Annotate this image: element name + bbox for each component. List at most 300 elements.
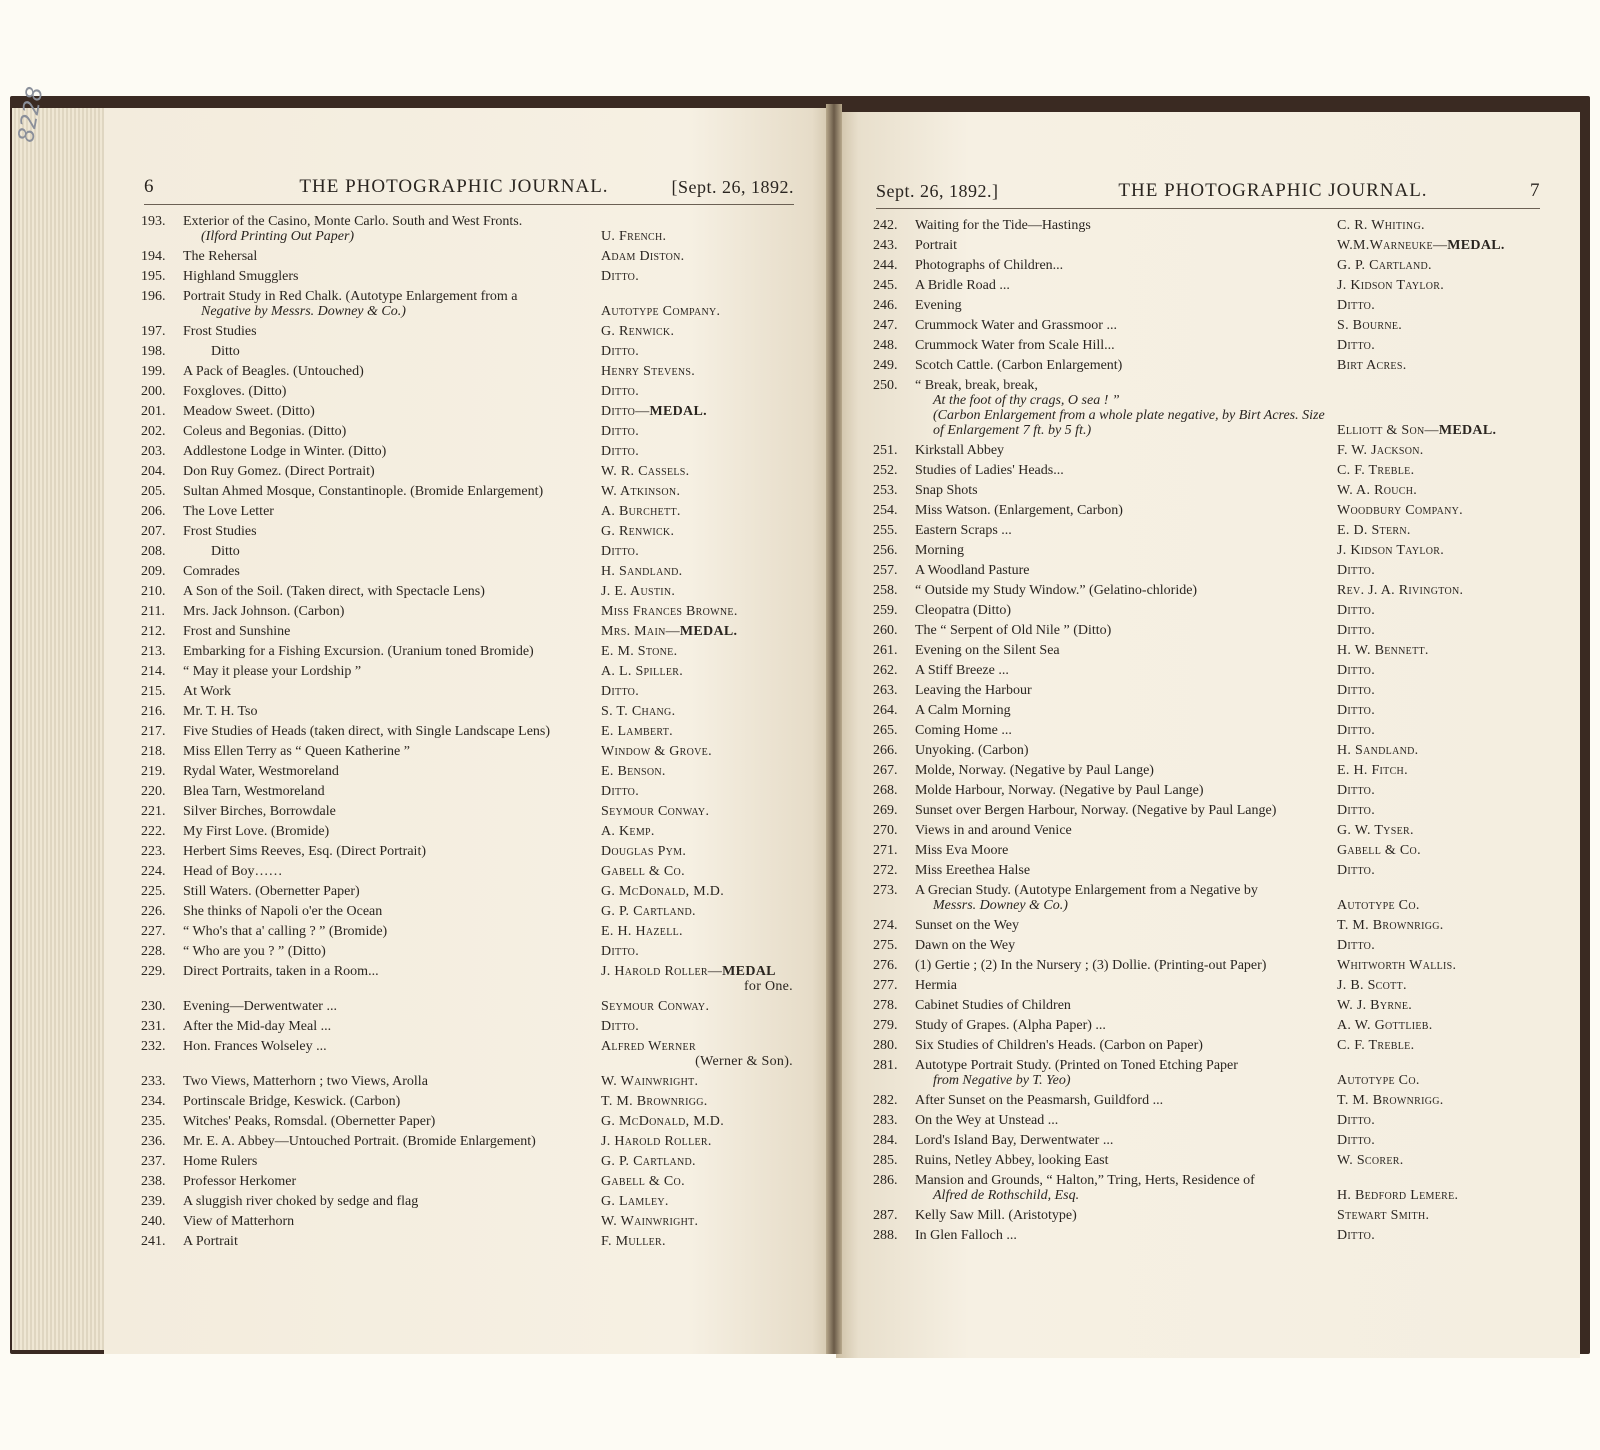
entry-exhibitor — [1333, 643, 1533, 658]
catalogue-entry — [141, 744, 814, 759]
exhibitor-name: Stewart Smith. — [1337, 1208, 1430, 1223]
exhibitor-name: Ditto. — [1337, 623, 1375, 638]
catalogue-entry — [873, 503, 1560, 518]
catalogue-entry — [873, 803, 1560, 818]
entry-exhibitor — [1333, 1038, 1533, 1053]
entry-title — [915, 883, 1333, 913]
entry-title — [183, 604, 597, 619]
entry-number: 213. — [141, 644, 166, 659]
catalogue-entry — [873, 1208, 1560, 1223]
entry-title-text: Morning — [915, 543, 964, 558]
exhibitor-name: G. Renwick. — [601, 524, 675, 539]
entry-exhibitor — [1333, 763, 1533, 778]
catalogue-entry — [141, 384, 814, 399]
entry-exhibitor — [597, 1019, 801, 1034]
exhibitor-name: T. M. Brownrigg. — [1337, 918, 1444, 933]
page-number: 6 — [144, 176, 154, 197]
entry-number: 237. — [141, 1154, 166, 1169]
entry-title — [915, 483, 1333, 498]
entry-title-text: Crummock Water and Grassmoor ... — [915, 318, 1117, 333]
entry-exhibitor — [1333, 723, 1533, 738]
exhibitor-name: W. Wainwright. — [601, 1214, 699, 1229]
entry-title-text: Direct Portraits, taken in a Room... — [183, 964, 379, 979]
exhibitor-name: G. McDonald, M.D. — [601, 884, 724, 899]
exhibitor-name: J. Harold Roller— — [601, 964, 723, 979]
medal-award: MEDAL. — [679, 624, 738, 639]
exhibitor-name: Henry Stevens. — [601, 364, 696, 379]
entry-exhibitor — [1333, 663, 1533, 678]
entry-exhibitor — [1333, 1018, 1533, 1033]
exhibitor-name: H. W. Bennett. — [1337, 643, 1429, 658]
entry-title — [183, 724, 597, 739]
entry-title-text: A sluggish river choked by sedge and flag — [183, 1194, 419, 1209]
entry-title-text: Meadow Sweet. (Ditto) — [183, 404, 315, 419]
entry-exhibitor — [1333, 358, 1533, 373]
entry-number: 278. — [873, 998, 898, 1013]
catalogue-entry — [141, 424, 814, 439]
entry-number: 263. — [873, 683, 898, 698]
entry-exhibitor — [1333, 278, 1533, 293]
entry-title-text: Kelly Saw Mill. (Aristotype) — [915, 1208, 1077, 1223]
catalogue-entry — [141, 1074, 814, 1089]
entry-exhibitor — [1333, 978, 1533, 993]
entry-title-text: Study of Grapes. (Alpha Paper) ... — [915, 1018, 1106, 1033]
entry-exhibitor — [597, 824, 801, 839]
entry-exhibitor — [597, 884, 801, 899]
exhibitor-name: C. F. Treble. — [1337, 463, 1415, 478]
catalogue-entry — [141, 999, 814, 1014]
entry-title-text: Cleopatra (Ditto) — [915, 603, 1012, 618]
entry-title — [915, 938, 1333, 953]
catalogue-entry — [141, 504, 814, 519]
entry-title-text: A Calm Morning — [915, 703, 1011, 718]
entry-exhibitor — [1333, 918, 1533, 933]
entry-number: 286. — [873, 1173, 898, 1188]
entry-title — [183, 1154, 597, 1169]
entry-title-text: Silver Birches, Borrowdale — [183, 804, 336, 819]
entry-exhibitor — [1333, 1208, 1533, 1223]
entry-number: 279. — [873, 1018, 898, 1033]
entry-number: 217. — [141, 724, 166, 739]
entry-title-text: Molde, Norway. (Negative by Paul Lange) — [915, 763, 1154, 778]
entry-title-text: Coming Home ... — [915, 723, 1012, 738]
catalogue-entry — [141, 684, 814, 699]
catalogue-entry — [873, 783, 1560, 798]
entry-exhibitor — [1333, 1228, 1533, 1243]
entry-title-text: Foxgloves. (Ditto) — [183, 384, 287, 399]
entry-title — [915, 998, 1333, 1013]
exhibitor-name: W. Wainwright. — [601, 1074, 699, 1089]
entry-process-note: Messrs. Downey & Co.) — [933, 898, 1068, 913]
exhibitor-name: A. L. Spiller. — [601, 664, 684, 679]
entry-title — [183, 1019, 597, 1034]
entry-title-text: Views in and around Venice — [915, 823, 1072, 838]
entry-title — [183, 944, 597, 959]
catalogue-entry — [873, 358, 1560, 373]
entry-title — [915, 358, 1333, 373]
entry-title — [915, 763, 1333, 778]
entry-number: 203. — [141, 444, 166, 459]
exhibitor-name: C. F. Treble. — [1337, 1038, 1415, 1053]
exhibitor-name: J. B. Scott. — [1337, 978, 1407, 993]
exhibitor-name: Ditto. — [1337, 863, 1375, 878]
exhibitor-name: Autotype Co. — [1337, 1073, 1420, 1088]
entry-title — [915, 278, 1333, 293]
entry-title-text: A Son of the Soil. (Taken direct, with Spectacle Lens) — [183, 584, 485, 599]
medal-award: MEDAL — [722, 964, 776, 979]
entry-title-text: Miss Ereethea Halse — [915, 863, 1031, 878]
exhibitor-name: Ditto. — [601, 444, 639, 459]
entry-number: 206. — [141, 504, 166, 519]
entry-number: 231. — [141, 1019, 166, 1034]
exhibitor-name: Birt Acres. — [1337, 358, 1407, 373]
entry-exhibitor — [1333, 1133, 1533, 1148]
catalogue-entry — [141, 524, 814, 539]
entry-exhibitor — [597, 1234, 801, 1249]
exhibitor-name: J. Harold Roller. — [601, 1134, 712, 1149]
entry-title-text: Studies of Ladies' Heads... — [915, 463, 1064, 478]
exhibitor-name: G. W. Tyser. — [1337, 823, 1414, 838]
entry-exhibitor — [1333, 238, 1533, 253]
entry-title-text: Mr. E. A. Abbey—Untouched Portrait. (Bromide Enlargement) — [183, 1134, 536, 1149]
exhibitor-name: U. French. — [601, 229, 667, 244]
exhibitor-name: Ditto. — [1337, 1113, 1375, 1128]
catalogue-entry — [141, 1019, 814, 1034]
catalogue-entry — [141, 364, 814, 379]
entry-title — [183, 1094, 597, 1109]
catalogue-entry — [873, 663, 1560, 678]
entry-process-note: At the foot of thy crags, O sea ! ” — [933, 393, 1120, 408]
entry-exhibitor — [597, 484, 801, 499]
entry-exhibitor — [1333, 603, 1533, 618]
entry-number: 235. — [141, 1114, 166, 1129]
entry-exhibitor — [1333, 683, 1533, 698]
entry-number: 269. — [873, 803, 898, 818]
entry-exhibitor — [597, 424, 801, 439]
catalogue-entry — [141, 624, 814, 639]
journal-title: THE PHOTOGRAPHIC JOURNAL. — [1118, 180, 1428, 201]
exhibitor-name: Ditto. — [1337, 938, 1375, 953]
entry-title-text: “ May it please your Lordship ” — [183, 664, 362, 679]
entry-title-text: A Bridle Road ... — [915, 278, 1010, 293]
catalogue-entry — [141, 904, 814, 919]
catalogue-entry — [141, 804, 814, 819]
entry-title — [915, 1113, 1333, 1128]
exhibitor-name: Ditto. — [1337, 563, 1375, 578]
entry-exhibitor — [597, 1194, 801, 1209]
entry-title-text: Exterior of the Casino, Monte Carlo. South and West Fronts. — [183, 214, 523, 229]
entry-title-text: Sultan Ahmed Mosque, Constantinople. (Bromide Enlargement) — [183, 484, 544, 499]
entry-number: 251. — [873, 443, 898, 458]
entry-number: 205. — [141, 484, 166, 499]
entry-title-text: My First Love. (Bromide) — [183, 824, 330, 839]
entry-title-text: A Stiff Breeze ... — [915, 663, 1009, 678]
entry-title-text: Professor Herkomer — [183, 1174, 297, 1189]
entry-title — [915, 863, 1333, 878]
entry-title — [915, 958, 1333, 973]
entry-number: 207. — [141, 524, 166, 539]
entry-title — [915, 683, 1333, 698]
entry-number: 230. — [141, 999, 166, 1014]
entry-number: 196. — [141, 289, 166, 304]
entry-exhibitor — [1333, 1073, 1533, 1088]
medal-award: MEDAL. — [649, 404, 707, 419]
entry-number: 282. — [873, 1093, 898, 1108]
entry-title — [183, 464, 597, 479]
entry-title — [183, 584, 597, 599]
catalogue-entry — [873, 703, 1560, 718]
catalogue-entry — [873, 643, 1560, 658]
entry-exhibitor — [597, 584, 801, 599]
catalogue-entry — [141, 1114, 814, 1129]
entry-exhibitor — [597, 804, 801, 819]
entry-title — [915, 623, 1333, 638]
entry-title — [183, 924, 597, 939]
exhibitor-name: G. Renwick. — [601, 324, 675, 339]
catalogue-entry — [873, 278, 1560, 293]
entry-title-text: On the Wey at Unstead ... — [915, 1113, 1059, 1128]
entry-title — [915, 723, 1333, 738]
entry-title-text: Ditto — [211, 544, 240, 559]
exhibitor-name: Gabell & Co. — [601, 864, 685, 879]
exhibitor-name: Ditto. — [1337, 683, 1375, 698]
exhibitor-name: G. McDonald, M.D. — [601, 1114, 724, 1129]
entry-exhibitor — [1333, 338, 1533, 353]
entry-title — [183, 964, 597, 979]
entry-title-text: Still Waters. (Obernetter Paper) — [183, 884, 360, 899]
entry-number: 284. — [873, 1133, 898, 1148]
entry-exhibitor — [1333, 863, 1533, 878]
exhibitor-name: Ditto. — [1337, 338, 1375, 353]
exhibitor-name: E. Benson. — [601, 764, 666, 779]
entry-title-text: Herbert Sims Reeves, Esq. (Direct Portrait) — [183, 844, 426, 859]
exhibitor-name: H. Sandland. — [1337, 743, 1419, 758]
entry-title-text: “ Break, break, break, — [915, 378, 1038, 393]
entry-number: 216. — [141, 704, 166, 719]
entry-exhibitor — [597, 664, 801, 679]
entry-exhibitor — [1333, 958, 1533, 973]
entry-title — [183, 504, 597, 519]
catalogue-entry — [873, 238, 1560, 253]
entry-title-text: Ditto — [211, 344, 240, 359]
entry-title-text: Addlestone Lodge in Winter. (Ditto) — [183, 444, 387, 459]
entry-number: 194. — [141, 249, 166, 264]
entry-number: 281. — [873, 1058, 898, 1073]
entry-exhibitor — [597, 229, 801, 244]
entry-exhibitor — [597, 684, 801, 699]
catalogue-entry — [873, 318, 1560, 333]
entry-title-text: Five Studies of Heads (taken direct, with Single Landscape Lens) — [183, 724, 551, 739]
catalogue-entry — [141, 544, 814, 559]
entry-title — [183, 1074, 597, 1089]
exhibitor-name: W. Scorer. — [1337, 1153, 1404, 1168]
exhibitor-name: Gabell & Co. — [601, 1174, 685, 1189]
entry-title-text: Cabinet Studies of Children — [915, 998, 1071, 1013]
entry-exhibitor — [597, 1114, 801, 1129]
entry-number: 253. — [873, 483, 898, 498]
entry-title-text: Portrait — [915, 238, 957, 253]
entry-title-text: Frost and Sunshine — [183, 624, 291, 639]
exhibitor-name: Ditto. — [601, 344, 639, 359]
exhibitor-name: E. Lambert. — [601, 724, 673, 739]
entry-title — [915, 378, 1333, 438]
entry-number: 195. — [141, 269, 166, 284]
entry-title — [183, 999, 597, 1014]
entry-title — [915, 843, 1333, 858]
entry-title — [183, 249, 597, 264]
entry-title-text: View of Matterhorn — [183, 1214, 295, 1229]
entry-number: 285. — [873, 1153, 898, 1168]
entry-title-text: Evening — [915, 298, 962, 313]
entry-title — [183, 1234, 597, 1249]
catalogue-entry — [141, 344, 814, 359]
exhibitor-name: Ditto. — [601, 944, 639, 959]
exhibitor-name: J. Kidson Taylor. — [1337, 543, 1445, 558]
entry-title-text: Molde Harbour, Norway. (Negative by Paul Lange) — [915, 783, 1204, 798]
entry-title-text: Mr. T. H. Tso — [183, 704, 258, 719]
entry-exhibitor — [1333, 503, 1533, 518]
entry-title — [915, 703, 1333, 718]
entry-number: 209. — [141, 564, 166, 579]
entry-exhibitor — [597, 1094, 801, 1109]
entry-title — [915, 643, 1333, 658]
catalogue-entry — [873, 463, 1560, 478]
entry-title-text: In Glen Falloch ... — [915, 1228, 1017, 1243]
exhibitor-name: Miss Frances Browne. — [601, 604, 738, 619]
entry-exhibitor — [597, 504, 801, 519]
entry-number: 215. — [141, 684, 166, 699]
entry-title — [915, 523, 1333, 538]
entry-exhibitor — [597, 364, 801, 379]
catalogue-entry — [873, 978, 1560, 993]
entry-number: 219. — [141, 764, 166, 779]
exhibitor-name: Autotype Co. — [1337, 898, 1420, 913]
entry-exhibitor — [1333, 843, 1533, 858]
exhibitor-name: S. Bourne. — [1337, 318, 1403, 333]
entry-title — [183, 364, 597, 379]
entry-number: 223. — [141, 844, 166, 859]
entry-exhibitor — [1333, 1188, 1533, 1203]
catalogue-entry — [141, 1154, 814, 1169]
catalogue-entry — [141, 824, 814, 839]
catalogue-entry — [141, 1234, 814, 1249]
entry-title — [915, 298, 1333, 313]
entry-number: 273. — [873, 883, 898, 898]
entry-exhibitor — [597, 249, 801, 264]
entry-title-text: Coleus and Begonias. (Ditto) — [183, 424, 347, 439]
entry-number: 246. — [873, 298, 898, 313]
entry-title — [183, 864, 597, 879]
entry-title-text: Mansion and Grounds, “ Halton,” Tring, Herts, Residence of — [915, 1173, 1255, 1188]
entry-title — [915, 318, 1333, 333]
entry-exhibitor — [597, 1174, 801, 1189]
entry-title — [915, 803, 1333, 818]
entry-title-text: Frost Studies — [183, 324, 257, 339]
catalogue-entry — [141, 404, 814, 419]
left-page — [104, 108, 834, 1354]
entry-number: 247. — [873, 318, 898, 333]
exhibitor-name: Ditto. — [601, 269, 639, 284]
entry-number: 234. — [141, 1094, 166, 1109]
catalogue-entry — [873, 563, 1560, 578]
entry-title-text: Portrait Study in Red Chalk. (Autotype Enlargement from a — [183, 289, 518, 304]
catalogue-entry — [873, 483, 1560, 498]
entry-title-text: Embarking for a Fishing Excursion. (Uranium toned Bromide) — [183, 644, 534, 659]
entry-title-text: Head of Boy…… — [183, 864, 283, 879]
entry-exhibitor — [1333, 898, 1533, 913]
entry-title — [183, 644, 597, 659]
entry-exhibitor — [1333, 218, 1533, 233]
entry-title-text: “ Outside my Study Window.” (Gelatino-chloride) — [915, 583, 1198, 598]
exhibitor-name: G. Lamley. — [601, 1194, 669, 1209]
entry-number: 218. — [141, 744, 166, 759]
entry-exhibitor — [597, 1074, 801, 1089]
exhibitor-name: Ditto. — [601, 684, 639, 699]
catalogue-entry — [873, 258, 1560, 273]
entry-title — [183, 404, 597, 419]
entry-title — [183, 1174, 597, 1189]
entry-title — [183, 664, 597, 679]
entry-title — [183, 1039, 597, 1054]
entry-title-text: A Grecian Study. (Autotype Enlargement from a Negative by — [915, 883, 1258, 898]
entry-number: 266. — [873, 743, 898, 758]
exhibitor-name: A. W. Gottlieb. — [1337, 1018, 1433, 1033]
entry-number: 258. — [873, 583, 898, 598]
entry-number: 276. — [873, 958, 898, 973]
entry-title-text: Crummock Water from Scale Hill... — [915, 338, 1115, 353]
book-spine — [826, 104, 842, 1354]
entry-number: 262. — [873, 663, 898, 678]
entry-exhibitor — [597, 1134, 801, 1149]
catalogue-entry — [141, 664, 814, 679]
entry-title — [183, 564, 597, 579]
catalogue-entry — [141, 484, 814, 499]
entry-exhibitor — [597, 999, 801, 1014]
entry-title — [183, 1214, 597, 1229]
catalogue-entry — [873, 998, 1560, 1013]
entry-exhibitor — [597, 844, 801, 859]
entry-title-text: Evening—Derwentwater ... — [183, 999, 337, 1014]
issue-date: [Sept. 26, 1892. — [671, 177, 794, 197]
entry-number: 228. — [141, 944, 166, 959]
exhibitor-name: E. D. Stern. — [1337, 523, 1411, 538]
entry-title-text: Witches' Peaks, Romsdal. (Obernetter Paper) — [183, 1114, 436, 1129]
entry-title — [183, 744, 597, 759]
catalogue-entry — [141, 844, 814, 859]
entry-number: 212. — [141, 624, 166, 639]
entry-title-text: Miss Eva Moore — [915, 843, 1009, 858]
medal-award: MEDAL. — [1447, 238, 1505, 253]
catalogue-entry — [141, 864, 814, 879]
entry-number: 211. — [141, 604, 165, 619]
entry-exhibitor — [597, 964, 801, 994]
catalogue-entry — [873, 723, 1560, 738]
entry-number: 277. — [873, 978, 898, 993]
entry-exhibitor — [1333, 298, 1533, 313]
entry-number: 271. — [873, 843, 898, 858]
catalogue-entry — [141, 644, 814, 659]
entry-title — [915, 663, 1333, 678]
exhibitor-name: Ditto. — [1337, 663, 1375, 678]
exhibitor-name: E. H. Fitch. — [1337, 763, 1408, 778]
exhibitor-name: Mrs. Main— — [601, 624, 680, 639]
entry-exhibitor — [597, 564, 801, 579]
entry-number: 210. — [141, 584, 166, 599]
entry-title — [915, 1208, 1333, 1223]
entry-title-text: After Sunset on the Peasmarsh, Guildford ... — [915, 1093, 1164, 1108]
entry-title-text: Photographs of Children... — [915, 258, 1064, 273]
entry-exhibitor — [597, 1039, 801, 1069]
